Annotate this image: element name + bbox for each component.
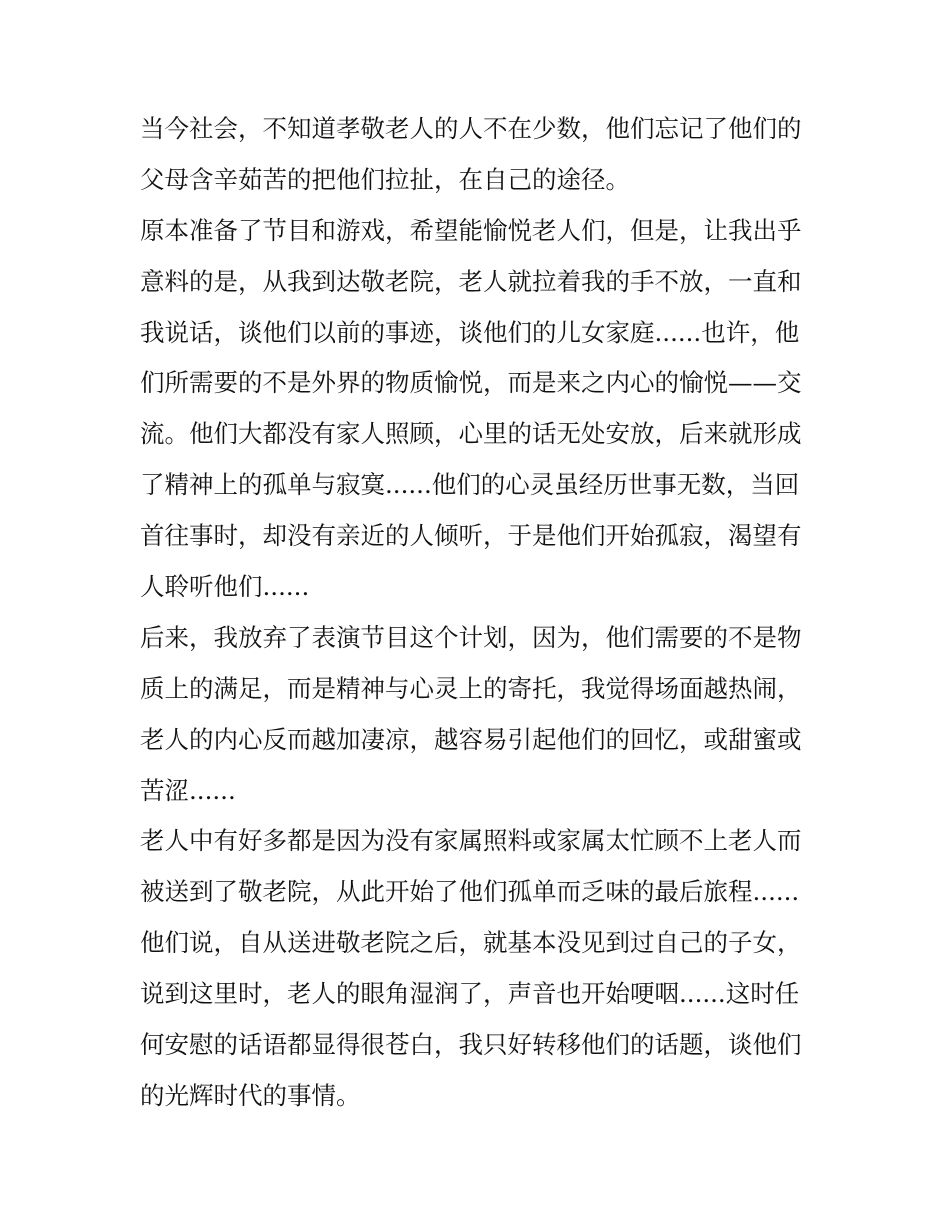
text-line: 说到这里时，老人的眼角湿润了，声音也开始哽咽......这时任	[140, 979, 800, 1009]
text-line: 质上的满足，而是精神与心灵上的寄托，我觉得场面越热闹，	[140, 673, 802, 703]
document-body	[140, 104, 820, 1122]
text-line: 们所需要的不是外界的物质愉悦，而是来之内心的愉悦——交	[140, 368, 802, 398]
text-line: 当今社会，不知道孝敬老人的人不在少数，他们忘记了他们的	[140, 114, 802, 143]
paragraph-2	[140, 206, 820, 613]
text-line: 流。他们大都没有家人照顾，心里的话无处安放，后来就形成	[140, 419, 802, 449]
text-line: 首往事时，却没有亲近的人倾听，于是他们开始孤寂，渴望有	[140, 521, 802, 551]
text-line: 了精神上的孤单与寂寞......他们的心灵虽经历世事无数，当回	[140, 470, 800, 500]
text-line: 老人的内心反而越加凄凉，越容易引起他们的回忆，或甜蜜或	[140, 724, 802, 754]
text-line: 被送到了敬老院，从此开始了他们孤单而乏味的最后旅程......	[140, 877, 800, 907]
text-line: 我说话，谈他们以前的事迹，谈他们的儿女家庭......也许，他	[140, 317, 800, 347]
text-line: 的光辉时代的事情。	[140, 1080, 361, 1110]
text-line: 父母含辛茹苦的把他们拉扯，在自己的途径。	[140, 164, 630, 194]
paragraph-1	[140, 104, 820, 206]
text-line: 意料的是，从我到达敬老院，老人就拉着我的手不放，一直和	[140, 266, 802, 296]
text-line: 原本准备了节目和游戏，希望能愉悦老人们，但是，让我出乎	[140, 215, 802, 245]
paragraph-3	[140, 613, 820, 817]
text-line: 他们说，自从送进敬老院之后，就基本没见到过自己的子女，	[140, 928, 802, 958]
text-line: 苦涩......	[140, 775, 236, 805]
text-line: 后来，我放弃了表演节目这个计划，因为，他们需要的不是物	[140, 622, 802, 652]
text-line: 人聆听他们......	[140, 572, 310, 602]
text-line: 何安慰的话语都显得很苍白，我只好转移他们的话题，谈他们	[140, 1030, 802, 1060]
text-line: 老人中有好多都是因为没有家属照料或家属太忙顾不上老人而	[140, 826, 802, 856]
paragraph-4	[140, 816, 820, 1121]
